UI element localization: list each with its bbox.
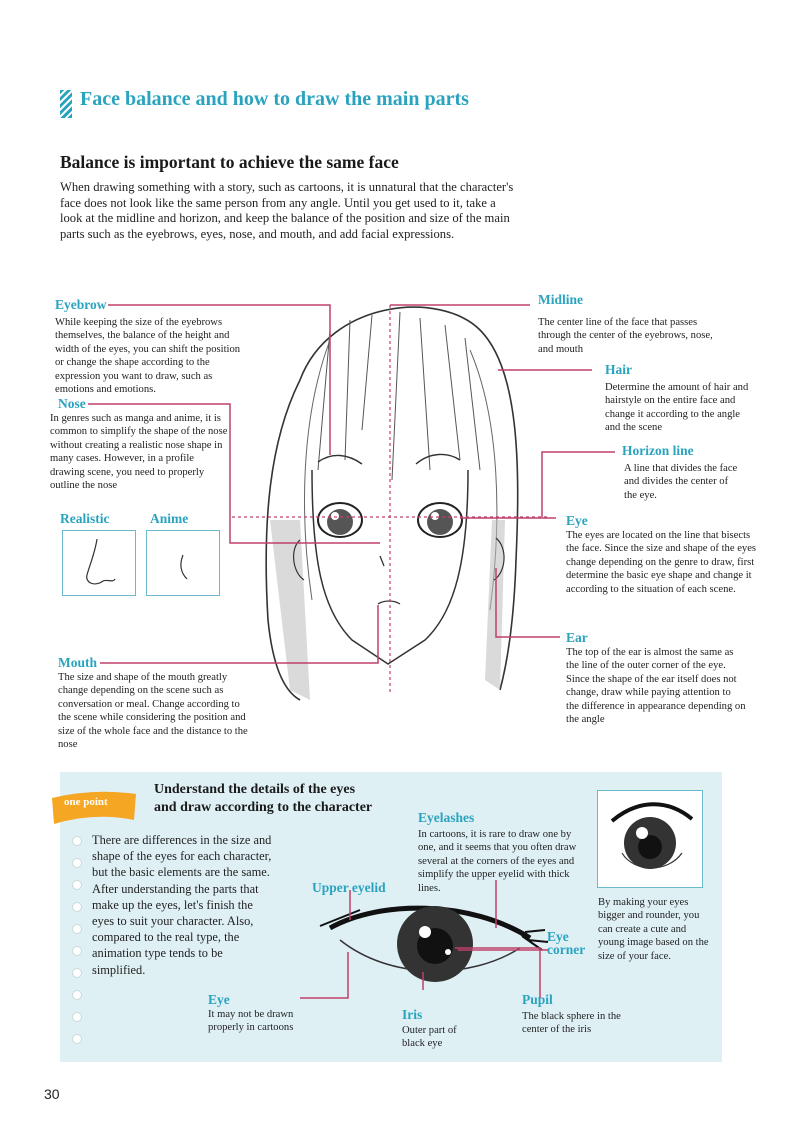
eyelashes-description: In cartoons, it is rare to draw one by one, and it seems that you often draw several at the corners of the eyes and simplify the upper eyelid with thick lines.: [418, 829, 577, 894]
pupil-label: Pupil: [522, 992, 553, 1007]
bullet-dot: [72, 924, 82, 934]
eye-part-description: It may not be drawn properly in cartoons: [208, 1009, 294, 1034]
eyelashes-label: Eyelashes: [418, 810, 475, 825]
intro-paragraph: When drawing something with a story, such as cartoons, it is unnatural that the character's face does not look like the same person from any angle. Until you get used to it, take a look at the midline and horizon, and keep the balance of the position and size of the main parts such as the eyebrows, eyes, nose, and mouth, and add facial expressions.: [60, 180, 514, 241]
one-point-body: There are differences in the size and shape of the eyes for each character, but the basic elements are the same. After understanding the parts that make up the eyes, let's finish the eyes to suit your character. Also, compared to the real type, the animation type tends to be simplified.: [92, 833, 272, 977]
horizon-line-description: A line that divides the face and divides the center of the eye.: [624, 463, 738, 501]
anime-label: Anime: [150, 511, 189, 526]
ear-description: The top of the ear is almost the same as the line of the outer corner of the eye. Since the shape of the ear itself does not change, draw while paying attention to the difference in appearance depending on the angle: [566, 647, 746, 726]
bullet-dot: [72, 990, 82, 1000]
mouth-label: Mouth: [58, 655, 98, 670]
eye-description: The eyes are located on the line that bisects the face. Since the size and shape of the eyes change depending on the genre to draw, first determine the basic eye shape and change it according to the situation of each scene.: [566, 530, 757, 595]
midline-description: The center line of the face that passes through the center of the eyebrows, nose, and mouth: [538, 317, 713, 355]
anime-nose-sketch: [147, 531, 219, 595]
upper-eyelid-label: Upper eyelid: [312, 880, 386, 895]
eye-detail-illustration: [300, 880, 560, 1000]
nose-description: In genres such as manga and anime, it is common to simplify the shape of the nose without creating a realistic nose shape in many cases. However, in a profile drawing scene, you need to properly outline the nose: [50, 413, 228, 492]
iris-description: Outer part of black eye: [402, 1025, 457, 1050]
realistic-nose-box: [62, 530, 136, 596]
one-point-title-1: Understand the details of the eyes: [154, 782, 356, 797]
eye-corner-label-2: corner: [547, 942, 586, 957]
bullet-dot: [72, 836, 82, 846]
ear-label: Ear: [566, 630, 588, 645]
section-subheading: Balance is important to achieve the same face: [60, 152, 399, 172]
cute-eye-box: [597, 790, 703, 888]
horizon-line-label: Horizon line: [622, 443, 694, 458]
one-point-badge: one point: [64, 796, 108, 808]
eyebrow-description: While keeping the size of the eyebrows themselves, the balance of the height and width of the eyes, you can shift the position or change the shape according to the expression you want to draw, such as emotions and emotions.: [55, 317, 241, 396]
bullet-dot: [72, 858, 82, 868]
realistic-label: Realistic: [60, 511, 110, 526]
mouth-description: The size and shape of the mouth greatly change depending on the scene such as conversation or meal. Change according to the scene while considering the position and size of the whole face and the distance to the nose: [58, 672, 248, 751]
eye-part-label: Eye: [208, 992, 230, 1007]
realistic-nose-sketch: [63, 531, 135, 595]
nose-label: Nose: [58, 396, 86, 411]
bullet-dot: [72, 1012, 82, 1022]
hair-description: Determine the amount of hair and hairstyle on the entire face and change it according to the angle and the scene: [605, 382, 749, 434]
one-point-title-2: and draw according to the character: [154, 800, 373, 815]
page-number: 30: [44, 1086, 60, 1102]
page-title: Face balance and how to draw the main parts: [80, 88, 469, 110]
cute-eye-sketch: [598, 791, 702, 887]
eye-label: Eye: [566, 513, 588, 528]
midline-label: Midline: [538, 292, 584, 307]
bullet-dot: [72, 1034, 82, 1044]
bullet-dot: [72, 880, 82, 890]
eye-corner-label-1: Eye: [547, 929, 569, 944]
anime-nose-box: [146, 530, 220, 596]
bullet-dot: [72, 902, 82, 912]
pupil-description: The black sphere in the center of the iris: [522, 1011, 621, 1036]
iris-label: Iris: [402, 1007, 423, 1022]
bullet-dot: [72, 946, 82, 956]
hair-label: Hair: [605, 362, 632, 377]
side-note: By making your eyes bigger and rounder, you can create a cute and young image based on the size of your face.: [598, 897, 709, 962]
eyebrow-label: Eyebrow: [55, 297, 107, 312]
bullet-dot: [72, 968, 82, 978]
